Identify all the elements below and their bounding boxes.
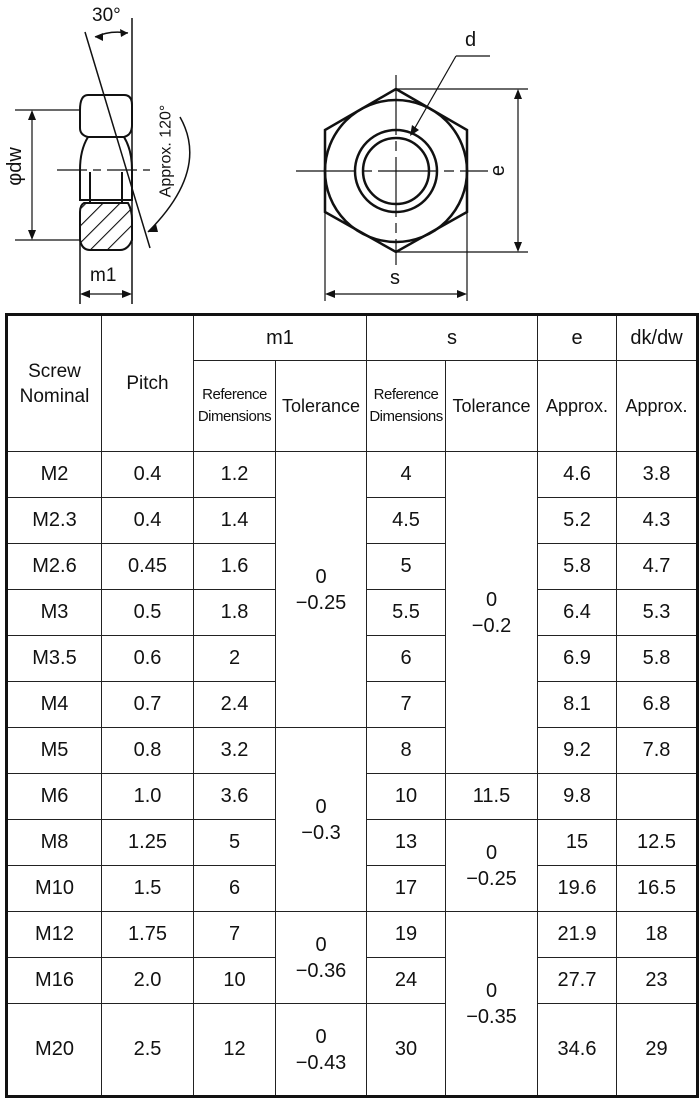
nominal-cell: M8 [7, 820, 102, 866]
hex-nut-spec-table [5, 313, 699, 1098]
header-pitch: Pitch [102, 315, 194, 452]
nominal-cell: M4 [7, 682, 102, 728]
dk-cell: 4.7 [617, 544, 698, 590]
table-row [7, 452, 698, 498]
e-cell: 6.4 [538, 590, 617, 636]
s-ref-cell: 5.5 [367, 590, 446, 636]
s-ref-cell: 7 [367, 682, 446, 728]
m1-ref-cell: 1.2 [194, 452, 276, 498]
nominal-cell: M6 [7, 774, 102, 820]
s-ref-cell: 4.5 [367, 498, 446, 544]
m1-ref-cell: 1.4 [194, 498, 276, 544]
m1-ref-cell: 6 [194, 866, 276, 912]
s-ref-cell: 17 [367, 866, 446, 912]
table-row [7, 912, 698, 958]
e-cell: 8.1 [538, 682, 617, 728]
nominal-cell: M3.5 [7, 636, 102, 682]
pitch-cell: 1.5 [102, 866, 194, 912]
m1-label: m1 [90, 265, 117, 286]
nominal-cell: M12 [7, 912, 102, 958]
m1-tolerance-cell: 0 −0.3 [276, 728, 367, 912]
header-s-tolerance: Tolerance [446, 361, 538, 452]
header-e: e [538, 315, 617, 361]
dk-cell: 7.8 [617, 728, 698, 774]
e-cell: 6.9 [538, 636, 617, 682]
s-ref-cell: 30 [367, 1004, 446, 1097]
m1-ref-cell: 2.4 [194, 682, 276, 728]
pitch-cell: 0.4 [102, 452, 194, 498]
nominal-cell: M2.6 [7, 544, 102, 590]
pitch-cell: 0.5 [102, 590, 194, 636]
s-ref-cell: 6 [367, 636, 446, 682]
angle-30-label: 30° [92, 5, 121, 26]
header-s: s [367, 315, 538, 361]
nominal-cell: M5 [7, 728, 102, 774]
pitch-cell: 0.4 [102, 498, 194, 544]
dk-cell: 16.5 [617, 866, 698, 912]
table-row [7, 1004, 698, 1097]
pitch-cell: 2.5 [102, 1004, 194, 1097]
s-tolerance-cell: 0 −0.35 [446, 912, 538, 1097]
pitch-cell: 1.25 [102, 820, 194, 866]
m1-ref-cell: 12 [194, 1004, 276, 1097]
dk-cell: 5.8 [617, 636, 698, 682]
e-cell: 21.9 [538, 912, 617, 958]
nominal-cell: M2.3 [7, 498, 102, 544]
s-ref-cell: 10 [367, 774, 446, 820]
nominal-cell: M20 [7, 1004, 102, 1097]
e-cell: 11.5 [446, 774, 538, 820]
dk-cell: 18 [617, 912, 698, 958]
header-m1-reference: Reference Dimensions [194, 361, 276, 452]
dk-cell: 4.3 [617, 498, 698, 544]
e-cell: 27.7 [538, 958, 617, 1004]
hex-nut-diagram-icon [0, 0, 700, 310]
pitch-cell: 2.0 [102, 958, 194, 1004]
m1-ref-cell: 10 [194, 958, 276, 1004]
header-s-reference: Reference Dimensions [367, 361, 446, 452]
table-row [7, 728, 698, 774]
m1-ref-cell: 3.6 [194, 774, 276, 820]
m1-tolerance-cell: 0 −0.25 [276, 452, 367, 728]
header-dk-approx: Approx. [617, 361, 698, 452]
s-ref-cell: 5 [367, 544, 446, 590]
e-cell: 15 [538, 820, 617, 866]
e-cell: 4.6 [538, 452, 617, 498]
dk-cell: 29 [617, 1004, 698, 1097]
m1-ref-cell: 1.8 [194, 590, 276, 636]
d-label: d [465, 29, 477, 51]
e-cell: 5.8 [538, 544, 617, 590]
pitch-cell: 0.6 [102, 636, 194, 682]
nut-drawing [0, 0, 700, 310]
dk-cell: 23 [617, 958, 698, 1004]
s-ref-cell: 13 [367, 820, 446, 866]
pitch-cell: 0.45 [102, 544, 194, 590]
nominal-cell: M10 [7, 866, 102, 912]
header-m1: m1 [194, 315, 367, 361]
s-ref-cell: 19 [367, 912, 446, 958]
m1-ref-cell: 1.6 [194, 544, 276, 590]
e-label: e [487, 164, 510, 177]
pitch-cell: 1.0 [102, 774, 194, 820]
dk-cell: 9.8 [538, 774, 617, 820]
s-tolerance-cell: 0 −0.2 [446, 452, 538, 774]
pitch-cell: 0.7 [102, 682, 194, 728]
header-e-approx: Approx. [538, 361, 617, 452]
nominal-cell: M3 [7, 590, 102, 636]
approx-120-label: Approx. 120° [157, 104, 175, 198]
dk-cell: 3.8 [617, 452, 698, 498]
m1-tolerance-cell: 0 −0.36 [276, 912, 367, 1004]
s-ref-cell: 4 [367, 452, 446, 498]
e-cell: 9.2 [538, 728, 617, 774]
m1-ref-cell: 5 [194, 820, 276, 866]
s-ref-cell: 8 [367, 728, 446, 774]
dw-label: φdw [3, 147, 26, 186]
s-tolerance-cell: 0 −0.25 [446, 820, 538, 912]
e-cell: 34.6 [538, 1004, 617, 1097]
header-dk-dw: dk/dw [617, 315, 698, 361]
s-label: s [390, 267, 400, 289]
m1-ref-cell: 7 [194, 912, 276, 958]
e-cell: 19.6 [538, 866, 617, 912]
m1-ref-cell: 2 [194, 636, 276, 682]
dk-cell: 12.5 [617, 820, 698, 866]
pitch-cell: 1.75 [102, 912, 194, 958]
pitch-cell: 0.8 [102, 728, 194, 774]
m1-ref-cell: 3.2 [194, 728, 276, 774]
dk-cell: 5.3 [617, 590, 698, 636]
nominal-cell: M2 [7, 452, 102, 498]
nominal-cell: M16 [7, 958, 102, 1004]
header-m1-tolerance: Tolerance [276, 361, 367, 452]
e-cell: 5.2 [538, 498, 617, 544]
s-ref-cell: 24 [367, 958, 446, 1004]
dk-cell: 6.8 [617, 682, 698, 728]
m1-tolerance-cell: 0 −0.43 [276, 1004, 367, 1097]
header-screw-nominal: Screw Nominal [7, 315, 102, 452]
